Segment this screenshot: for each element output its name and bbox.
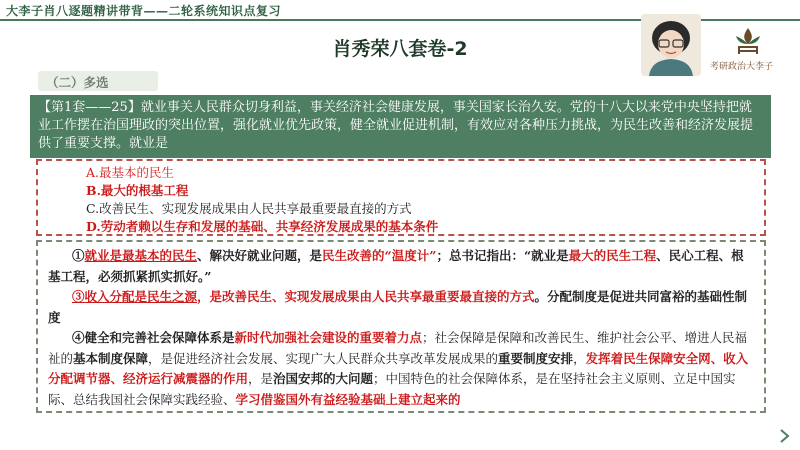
answer-highlight: 新时代加强社会建设的重要着力点 xyxy=(234,330,423,345)
answer-text: ；社会保障是保障和改善民生、维护社会公平、增进人民福祉的 xyxy=(48,330,748,366)
answer-highlight: 学习借鉴国外有益经验基础上建立起来的 xyxy=(235,391,461,407)
answer-text: ， xyxy=(573,350,586,366)
brand-logo-icon xyxy=(708,24,788,58)
answer-text: ；中国特色的社会保障体系，是在坚持社会主义原则、立足中国实际、总结我国社会保障实践经验、 xyxy=(48,371,736,407)
question-box xyxy=(30,95,771,158)
brand-logo-text: 考研政治大李子 xyxy=(710,62,774,72)
answer-highlight: 发挥着民生保障安全网、收入分配调节器、经济运行减震器的作用 xyxy=(48,350,749,386)
next-slide-button[interactable] xyxy=(774,427,794,445)
option-d: D.劳动者赖以生存和发展的基础、共享经济发展成果的基本条件 xyxy=(86,219,439,234)
answer-text: ；总书记指出：“就业是 xyxy=(436,248,569,263)
option-a: A.最基本的民生 xyxy=(86,165,175,180)
answer-highlight: 就业是最基本的民生 xyxy=(84,248,198,263)
answer-highlight: 收入分配是民生之源 xyxy=(84,289,198,304)
avatar-illustration xyxy=(641,14,701,76)
answer-text: ，是 xyxy=(248,371,274,386)
answer-paragraph-2 xyxy=(48,287,756,328)
answer-text: ，是促进经济社会发展、实现广大人民群众共享改革发展成果的 xyxy=(148,350,499,366)
answer-highlight: 最大的民生工程 xyxy=(568,248,657,263)
answer-text: 重要制度安排 xyxy=(498,350,574,366)
answer-text: 、民心工程、根基工程，必须抓紧抓实抓好。” xyxy=(48,248,744,284)
answer-text: 、解决好就业问题，是 xyxy=(197,248,323,263)
answer-text: ① xyxy=(72,248,85,263)
answer-highlight: 民生改善的“温度计” xyxy=(322,248,437,263)
header-title: 大李子肖八逐题精讲带背——二轮系统知识点复习 xyxy=(6,4,282,18)
option-c: C.改善民生、实现发展成果由人民共享最重要最直接的方式 xyxy=(86,201,412,216)
chevron-right-icon xyxy=(774,427,794,445)
question-text: 【第1套——25】就业事关人民群众切身利益，事关经济社会健康发展，事关国家长治久安。党的十八大以来党中央坚持把就业工作摆在治国理政的突出位置，强化就业优先政策，健全就业促进机制，有效应对各种压力挑战，为民生改善和经济发展提供了重要支撑。就业是 xyxy=(38,100,754,151)
answer-paragraph-3 xyxy=(48,328,756,410)
slide-title: 肖秀荣八套卷-2 xyxy=(332,38,468,60)
answer-text: ④健全和完善社会保障体系是 xyxy=(72,330,235,345)
brand-logo xyxy=(708,24,788,76)
answer-text: 。分配制度是促进共同富裕的基础性制度 xyxy=(48,289,748,325)
answer-paragraph-1 xyxy=(48,246,756,287)
answer-box xyxy=(36,240,766,413)
section-label xyxy=(38,71,158,91)
answer-text: 治国安邦的大问题 xyxy=(273,371,374,386)
answer-text: 基本制度保障 xyxy=(73,350,149,366)
section-label-text: （二）多选 xyxy=(46,75,109,90)
answer-highlight: ，是改善民生、实现发展成果由人民共享最重要最直接的方式 xyxy=(197,289,535,304)
option-b: B.最大的根基工程 xyxy=(86,183,189,198)
answer-highlight: ③ xyxy=(72,289,85,304)
avatar xyxy=(641,14,701,76)
options-box xyxy=(36,159,766,236)
